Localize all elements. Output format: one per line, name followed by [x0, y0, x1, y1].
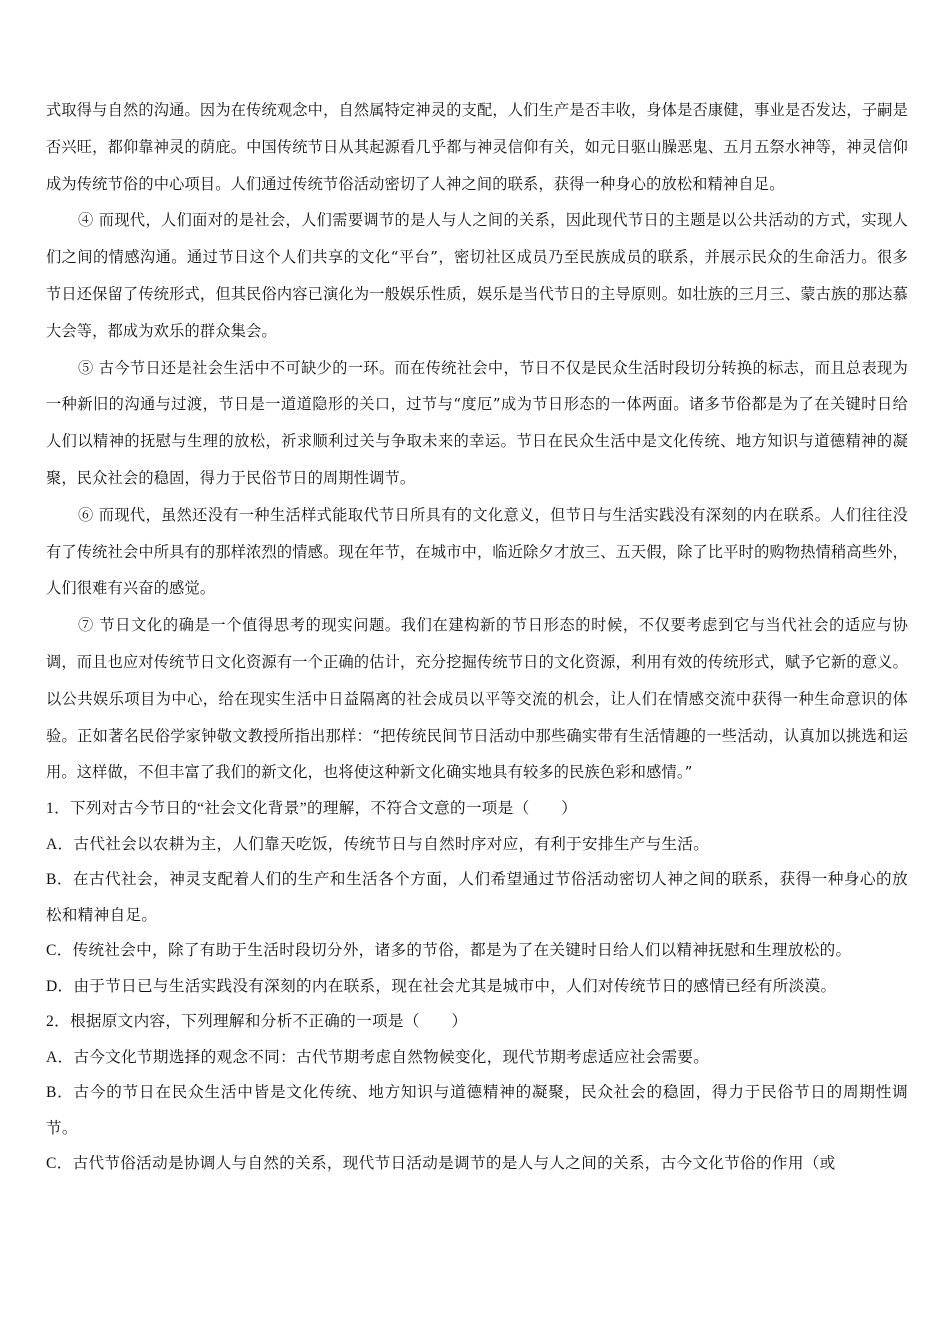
question-1-stem: 1．下列对古今节日的“社会文化背景”的理解，不符合文意的一项是（ ）: [46, 800, 578, 818]
passage-paragraph-5: ⑤ 古今节日还是社会生活中不可缺少的一环。而在传统社会中，节日不仅是民众生活时段切分转换的标志，而且总表现为一种新旧的沟通与过渡，节日是一道道隐形的关口，过节与“度厄”成为节日形态的一体两面。诸多节俗都是为了在关键时日给人们以精神的抚慰与生理的放松，祈求顺利过关与争取未来的幸运。节日在民众生活中是文化传统、地方知识与道德精神的凝聚，民众社会的稳固，得力于民俗节日的周期性调节。: [46, 358, 908, 487]
question-1-option-a: A．古代社会以农耕为主，人们靠天吃饭，传统节日与自然时序对应，有利于安排生产与生活。: [46, 835, 710, 853]
question-1-option-b: B．在古代社会，神灵支配着人们的生产和生活各个方面，人们希望通过节俗活动密切人神之间的联系，获得一种身心的放松和精神自足。: [46, 871, 908, 924]
passage-paragraph-7: ⑦ 节日文化的确是一个值得思考的现实问题。我们在建构新的节日形态的时候，不仅要考虑到它与当代社会的适应与协调，而且也应对传统节日文化资源有一个正确的估计，充分挖掘传统节日的文化资源，利用有效的传统形式，赋予它新的意义。以公共娱乐项目为中心，给在现实生活中日益隔离的社会成员以平等交流的机会，让人们在情感交流中获得一种生命意识的体验。正如著名民俗学家钟敬文教授所指出那样：“把传统民间节日活动中那些确实带有生活情趣的一些活动，认真加以挑选和运用。这样做，不但丰富了我们的新文化，也将使这种新文化确实地具有较多的民族色彩和感情。”: [46, 616, 908, 782]
question-section: [46, 791, 908, 1182]
question-1-option-c: C．传统社会中，除了有助于生活时段切分外，诸多的节俗，都是为了在关键时日给人们以精神抚慰和生理放松的。: [46, 942, 852, 960]
question-2-option-a: A．古今文化节期选择的观念不同：古代节期考虑自然物候变化，现代节期考虑适应社会需要。: [46, 1048, 710, 1066]
question-1-option-d: D．由于节日已与生活实践没有深刻的内在联系，现在社会尤其是城市中，人们对传统节日的感情已经有所淡漠。: [46, 977, 837, 995]
question-2-option-c: C．古代节俗活动是协调人与自然的关系，现代节日活动是调节的是人与人之间的关系，古今文化节俗的作用（或: [46, 1155, 836, 1173]
question-2-option-b: B．古今的节日在民众生活中皆是文化传统、地方知识与道德精神的凝聚，民众社会的稳固，得力于民俗节日的周期性调节。: [46, 1084, 908, 1137]
passage-paragraph-4: ④ 而现代，人们面对的是社会，人们需要调节的是人与人之间的关系，因此现代节日的主题是以公共活动的方式，实现人们之间的情感沟通。通过节日这个人们共享的文化“平台”，密切社区成员乃至民族成员的联系，并展示民众的生命活力。很多节日还保留了传统形式，但其民俗内容已演化为一般娱乐性质，娱乐是当代节日的主导原则。如壮族的三月三、蒙古族的那达慕大会等，都成为欢乐的群众集会。: [46, 211, 908, 340]
passage-paragraph-continued: 式取得与自然的沟通。因为在传统观念中，自然属特定神灵的支配，人们生产是否丰收，身体是否康健，事业是否发达，子嗣是否兴旺，都仰靠神灵的荫庇。中国传统节日从其起源看几乎都与神灵信仰有关，如元日驱山臊恶鬼、五月五祭水神等，神灵信仰成为传统节俗的中心项目。人们通过传统节俗活动密切了人神之间的联系，获得一种身心的放松和精神自足。: [46, 101, 908, 193]
passage-paragraph-6: ⑥ 而现代，虽然还没有一种生活样式能取代节日所具有的文化意义，但节日与生活实践没有深刻的内在联系。人们往往没有了传统社会中所具有的那样浓烈的情感。现在年节，在城市中，临近除夕才放三、五天假，除了比平时的购物热情稍高些外，人们很难有兴奋的感觉。: [46, 505, 908, 598]
reading-passage: [46, 92, 908, 791]
document-body: [46, 92, 908, 1182]
question-2-stem: 2．根据原文内容，下列理解和分析不正确的一项是（ ）: [46, 1013, 468, 1031]
